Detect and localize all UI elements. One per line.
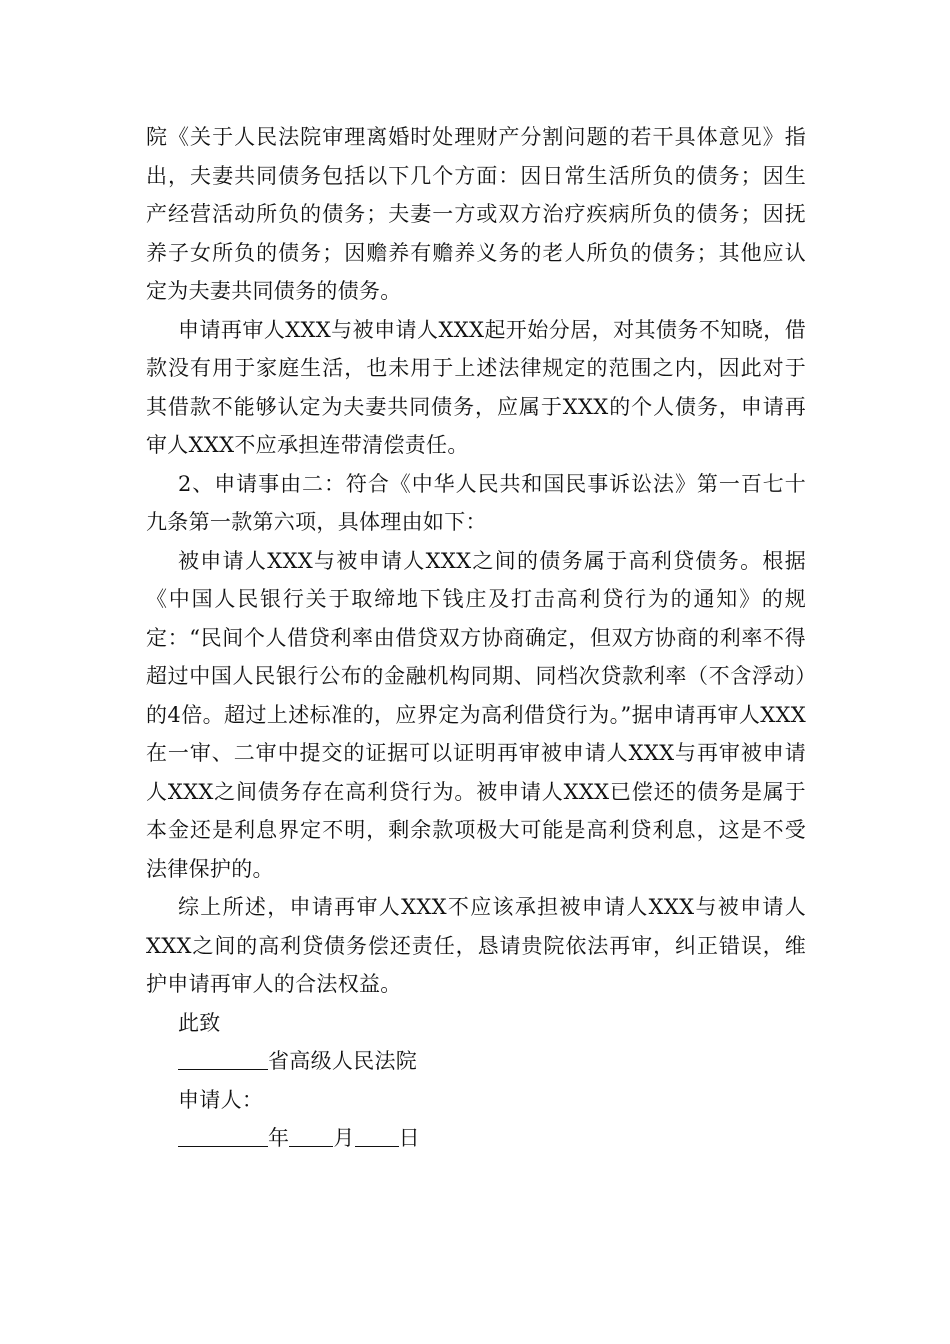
date-line — [146, 1119, 806, 1158]
month-blank — [289, 1122, 333, 1147]
paragraph-marital-debt-opinion: 院《关于人民法院审理离婚时处理财产分割问题的若干具体意见》指出，夫妻共同债务包括以下几个方面：因日常生活所负的债务；因生产经营活动所负的债务；夫妻一方或双方治疗疾病所负的债务；因抚养子女所负的债务；因赡养有赡养义务的老人所负的债务；其他应认定为夫妻共同债务的债务。 — [146, 125, 806, 303]
year-label: 年 — [268, 1126, 290, 1150]
applicant-label: 申请人： — [178, 1087, 264, 1112]
salutation — [146, 1004, 806, 1043]
year-blank — [178, 1122, 268, 1147]
day-label: 日 — [398, 1126, 420, 1150]
salutation-text: 此致 — [178, 1010, 221, 1035]
court-suffix: 省高级人民法院 — [268, 1049, 418, 1073]
court-name-blank — [178, 1045, 268, 1070]
paragraph-usury-debt: 被申请人XXX与被申请人XXX之间的债务属于高利贷债务。根据《中国人民银行关于取缔地下钱庄及打击高利贷行为的通知》的规定：“民间个人借贷利率由借贷双方协商确定，但双方协商的利率不得超过中国人民银行公布的金融机构同期、同档次贷款利率（不含浮动）的4倍。超过上述标准的，应界定为高利借贷行为。”据申请再审人XXX在一审、二审中提交的证据可以证明再审被申请人XXX与再审被申请人XXX之间债务存在高利贷行为。被申请人XXX已偿还的债务是属于本金还是利息界定不明，剩余款项极大可能是高利贷利息，这是不受法律保护的。 — [146, 548, 806, 881]
applicant-line — [146, 1081, 806, 1120]
document-body — [146, 118, 806, 1158]
paragraph-reason-two: 2、申请事由二：符合《中华人民共和国民事诉讼法》第一百七十九条第一款第六项，具体理由如下： — [146, 471, 806, 534]
paragraph-separation-debt: 申请再审人XXX与被申请人XXX起开始分居，对其债务不知晓，借款没有用于家庭生活，也未用于上述法律规定的范围之内，因此对于其借款不能够认定为夫妻共同债务，应属于XXX的个人债务，申请再审人XXX不应承担连带清偿责任。 — [146, 317, 806, 457]
day-blank — [355, 1122, 399, 1147]
month-label: 月 — [333, 1126, 355, 1150]
paragraph-conclusion: 综上所述，申请再审人XXX不应该承担被申请人XXX与被申请人XXX之间的高利贷债务偿还责任，恳请贵院依法再审，纠正错误，维护申请再审人的合法权益。 — [146, 895, 806, 996]
recipient-court — [146, 1042, 806, 1081]
